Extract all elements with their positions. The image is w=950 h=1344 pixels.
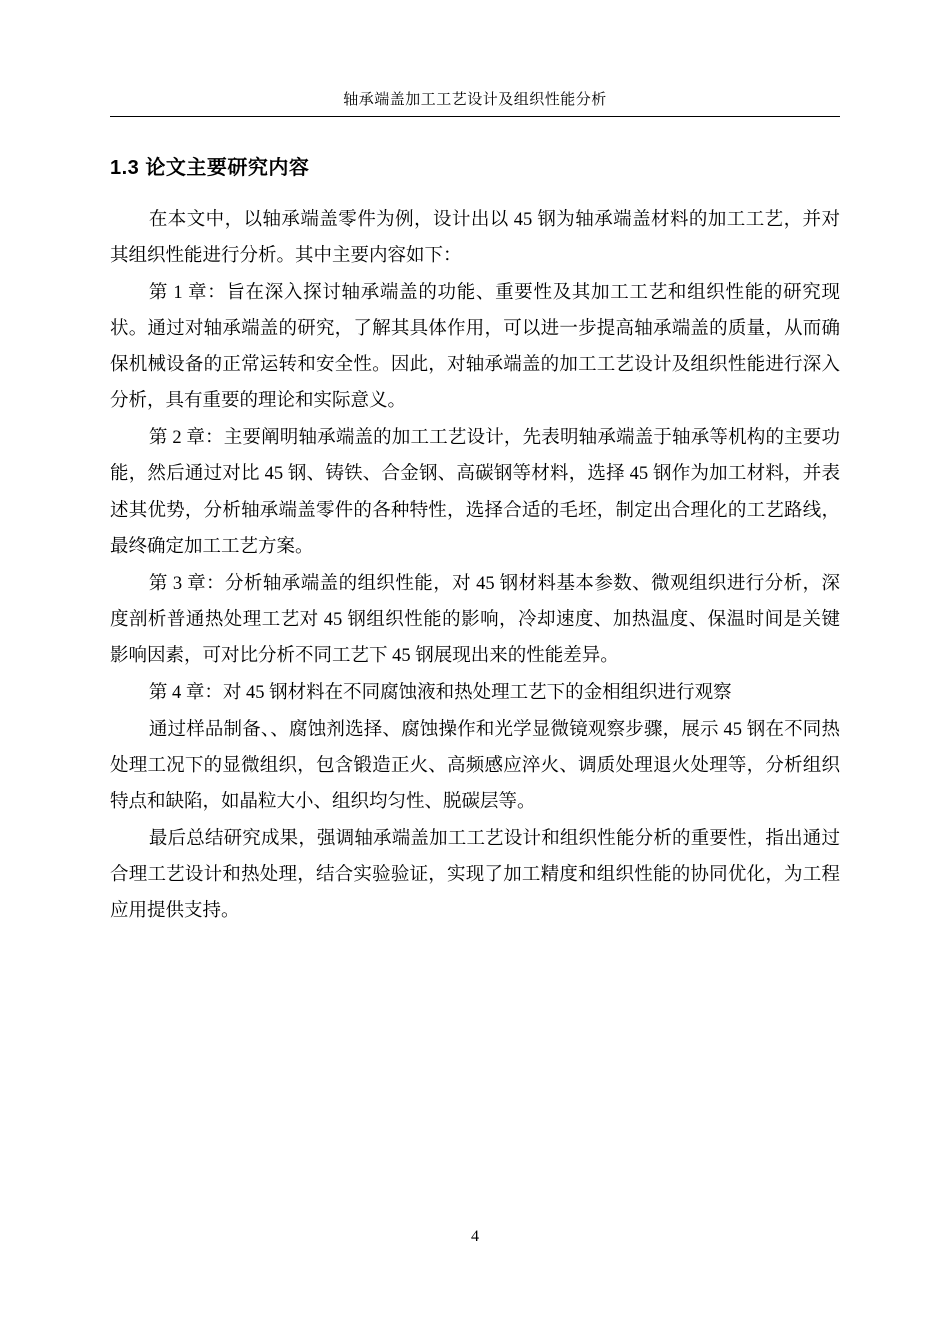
paragraph-chapter-3: 第 3 章：分析轴承端盖的组织性能，对 45 钢材料基本参数、微观组织进行分析，深度剖析普通热处理工艺对 45 钢组织性能的影响，冷却速度、加热温度、保温时间是关键影响因素，可对比分析不同工艺下 45 钢展现出来的性能差异。 — [110, 573, 840, 666]
paragraph-chapter-2: 第 2 章：主要阐明轴承端盖的加工工艺设计，先表明轴承端盖于轴承等机构的主要功能，然后通过对比 45 钢、铸铁、合金钢、高碳钢等材料，选择 45 钢作为加工材料，并表述其优势，分析轴承端盖零件的各种特性，选择合适的毛坯，制定出合理化的工艺路线，最终确定加工工艺方案。 — [110, 428, 840, 557]
running-header: 轴承端盖加工工艺设计及组织性能分析 — [343, 92, 607, 108]
paragraph-intro: 在本文中，以轴承端盖零件为例，设计出以 45 钢为轴承端盖材料的加工工艺，并对其组织性能进行分析。其中主要内容如下： — [110, 210, 840, 267]
paragraph-conclusion: 最后总结研究成果，强调轴承端盖加工工艺设计和组织性能分析的重要性，指出通过合理工艺设计和热处理，结合实验验证，实现了加工精度和组织性能的协同优化，为工程应用提供支持。 — [110, 829, 840, 922]
section-title: 1.3 论文主要研究内容 — [110, 157, 310, 179]
page-content — [110, 88, 840, 930]
paragraph-chapter-1: 第 1 章：旨在深入探讨轴承端盖的功能、重要性及其加工工艺和组织性能的研究现状。通过对轴承端盖的研究，了解其具体作用，可以进一步提高轴承端盖的质量，从而确保机械设备的正常运转和安全性。因此，对轴承端盖的加工工艺设计及组织性能进行深入分析，具有重要的理论和实际意义。 — [110, 283, 840, 412]
header-divider — [110, 116, 840, 117]
page-number: 4 — [471, 1228, 479, 1245]
paragraph-sample-preparation: 通过样品制备、、腐蚀剂选择、腐蚀操作和光学显微镜观察步骤，展示 45 钢在不同热处理工况下的显微组织，包含锻造正火、高频感应淬火、调质处理退火处理等，分析组织特点和缺陷，如晶粒大小、组织均匀性、脱碳层等。 — [110, 719, 840, 812]
paragraph-chapter-4: 第 4 章：对 45 钢材料在不同腐蚀液和热处理工艺下的金相组织进行观察 — [148, 682, 732, 703]
